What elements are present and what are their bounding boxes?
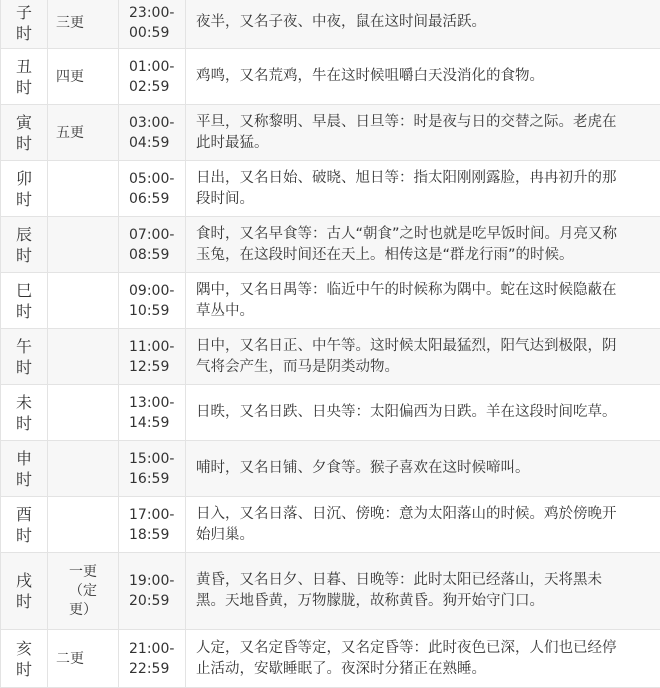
shichen-name-text: 亥 bbox=[9, 638, 39, 659]
geng-cell bbox=[48, 273, 119, 329]
geng-text: 五更 bbox=[56, 123, 118, 143]
time-range-text: 21:00- bbox=[129, 639, 185, 659]
shichen-name-text: 时 bbox=[9, 659, 39, 680]
description-cell bbox=[186, 630, 660, 688]
table-row bbox=[1, 553, 660, 630]
shichen-name-cell bbox=[1, 105, 48, 161]
shichen-name-text: 申 bbox=[9, 448, 39, 469]
time-range-text: 14:59 bbox=[129, 413, 185, 433]
time-range-text: 05:00- bbox=[129, 169, 185, 189]
time-range-text: 10:59 bbox=[129, 301, 185, 321]
description-text: 人定，又名定昏等定，又名定昏等：此时夜色已深，人们也已经停 bbox=[196, 638, 651, 659]
shichen-name-text: 时 bbox=[9, 301, 39, 322]
description-text: 日入，又名日落、日沉、傍晚：意为太阳落山的时候。鸡於傍晚开 bbox=[196, 504, 651, 525]
description-cell bbox=[186, 497, 660, 553]
shichen-name-text: 子 bbox=[9, 2, 39, 23]
shichen-name-text: 巳 bbox=[9, 280, 39, 301]
geng-cell bbox=[48, 553, 119, 630]
geng-cell bbox=[48, 497, 119, 553]
description-text: 哺时，又名日铺、夕食等。猴子喜欢在这时候啼叫。 bbox=[196, 458, 651, 479]
time-range-text: 20:59 bbox=[129, 591, 185, 611]
description-text: 食时，又名早食等：古人“朝食”之时也就是吃早饭时间。月亮又称 bbox=[196, 224, 651, 245]
description-cell bbox=[186, 161, 660, 217]
description-text: 日昳，又名日跌、日央等：太阳偏西为日跌。羊在这段时间吃草。 bbox=[196, 402, 651, 423]
time-range-cell bbox=[119, 329, 186, 385]
description-text: 日出，又名日始、破晓、旭日等：指太阳刚刚露脸，冉冉初升的那 bbox=[196, 168, 651, 189]
geng-text: 二更 bbox=[56, 649, 118, 669]
time-range-cell bbox=[119, 273, 186, 329]
geng-cell bbox=[48, 385, 119, 441]
description-text: 日中，又名日正、中午等。这时候太阳最猛烈，阳气达到极限，阴 bbox=[196, 336, 651, 357]
shichen-name-text: 卯 bbox=[9, 168, 39, 189]
time-range-cell bbox=[119, 217, 186, 273]
geng-cell bbox=[48, 441, 119, 497]
shichen-name-cell bbox=[1, 441, 48, 497]
shichen-name-text: 时 bbox=[9, 189, 39, 210]
time-range-text: 19:00- bbox=[129, 571, 185, 591]
time-range-text: 11:00- bbox=[129, 337, 185, 357]
table-body bbox=[1, 0, 660, 688]
shichen-name-text: 丑 bbox=[9, 56, 39, 77]
table-row bbox=[1, 105, 660, 161]
time-range-cell bbox=[119, 49, 186, 105]
table-row bbox=[1, 0, 660, 49]
time-range-text: 08:59 bbox=[129, 245, 185, 265]
time-range-text: 09:00- bbox=[129, 281, 185, 301]
time-range-text: 04:59 bbox=[129, 133, 185, 153]
table-row bbox=[1, 217, 660, 273]
geng-cell bbox=[48, 329, 119, 385]
description-text: 鸡鸣，又名荒鸡，牛在这时候咀嚼白天没消化的食物。 bbox=[196, 66, 651, 87]
description-cell bbox=[186, 0, 660, 49]
table-row bbox=[1, 273, 660, 329]
shichen-name-cell bbox=[1, 217, 48, 273]
description-text: 夜半，又名子夜、中夜，鼠在这时间最活跃。 bbox=[196, 12, 651, 33]
table-row bbox=[1, 385, 660, 441]
shichen-name-text: 时 bbox=[9, 469, 39, 490]
geng-cell bbox=[48, 0, 119, 49]
time-range-text: 22:59 bbox=[129, 659, 185, 679]
description-text: 黑。天地昏黄，万物朦胧，故称黄昏。狗开始守门口。 bbox=[196, 591, 651, 612]
geng-cell bbox=[48, 217, 119, 273]
shichen-name-text: 辰 bbox=[9, 224, 39, 245]
shichen-name-text: 时 bbox=[9, 413, 39, 434]
shichen-name-cell bbox=[1, 273, 48, 329]
shichen-name-cell bbox=[1, 553, 48, 630]
shichen-name-cell bbox=[1, 329, 48, 385]
time-range-text: 13:00- bbox=[129, 393, 185, 413]
description-text: 隅中，又名日禺等：临近中午的时候称为隅中。蛇在这时候隐蔽在 bbox=[196, 280, 651, 301]
description-text: 气将会产生，而马是阴类动物。 bbox=[196, 357, 651, 378]
shichen-name-cell bbox=[1, 161, 48, 217]
geng-cell bbox=[48, 105, 119, 161]
shichen-name-cell bbox=[1, 385, 48, 441]
description-cell bbox=[186, 329, 660, 385]
time-range-cell bbox=[119, 161, 186, 217]
shichen-name-cell bbox=[1, 497, 48, 553]
table-row bbox=[1, 329, 660, 385]
time-range-text: 02:59 bbox=[129, 77, 185, 97]
table-row bbox=[1, 630, 660, 688]
geng-text: 四更 bbox=[56, 67, 118, 87]
time-range-text: 15:00- bbox=[129, 449, 185, 469]
geng-cell bbox=[48, 630, 119, 688]
description-text: 黄昏，又名日夕、日暮、日晚等：此时太阳已经落山，天将黑未 bbox=[196, 570, 651, 591]
description-cell bbox=[186, 217, 660, 273]
time-range-text: 18:59 bbox=[129, 525, 185, 545]
description-cell bbox=[186, 105, 660, 161]
shichen-name-text: 时 bbox=[9, 245, 39, 266]
description-text: 草丛中。 bbox=[196, 301, 651, 322]
shichen-name-text: 未 bbox=[9, 392, 39, 413]
time-range-cell bbox=[119, 630, 186, 688]
time-range-cell bbox=[119, 441, 186, 497]
description-text: 此时最猛。 bbox=[196, 133, 651, 154]
shichen-name-text: 时 bbox=[9, 23, 39, 44]
time-range-text: 01:00- bbox=[129, 57, 185, 77]
shichen-name-text: 时 bbox=[9, 525, 39, 546]
description-cell bbox=[186, 553, 660, 630]
description-text: 始归巢。 bbox=[196, 525, 651, 546]
time-range-text: 17:00- bbox=[129, 505, 185, 525]
time-range-text: 00:59 bbox=[129, 23, 185, 43]
time-range-cell bbox=[119, 497, 186, 553]
geng-text: 一更 bbox=[48, 563, 118, 582]
geng-cell bbox=[48, 49, 119, 105]
description-cell bbox=[186, 441, 660, 497]
table-row bbox=[1, 497, 660, 553]
shichen-name-cell bbox=[1, 630, 48, 688]
description-text: 段时间。 bbox=[196, 189, 651, 210]
time-range-cell bbox=[119, 385, 186, 441]
description-cell bbox=[186, 49, 660, 105]
table-row bbox=[1, 49, 660, 105]
geng-text: 三更 bbox=[56, 13, 118, 33]
shichen-name-cell bbox=[1, 0, 48, 49]
time-range-text: 07:00- bbox=[129, 225, 185, 245]
shichen-name-text: 酉 bbox=[9, 504, 39, 525]
shichen-name-text: 戌 bbox=[9, 570, 39, 591]
shichen-name-text: 时 bbox=[9, 133, 39, 154]
time-range-text: 12:59 bbox=[129, 357, 185, 377]
shichen-name-text: 时 bbox=[9, 77, 39, 98]
time-range-text: 23:00- bbox=[129, 3, 185, 23]
shichen-name-text: 午 bbox=[9, 336, 39, 357]
shichen-name-text: 时 bbox=[9, 591, 39, 612]
shichen-name-text: 时 bbox=[9, 357, 39, 378]
geng-cell bbox=[48, 161, 119, 217]
table-row bbox=[1, 441, 660, 497]
description-cell bbox=[186, 273, 660, 329]
table-row bbox=[1, 161, 660, 217]
time-range-cell bbox=[119, 553, 186, 630]
shichen-name-text: 寅 bbox=[9, 112, 39, 133]
description-text: 平旦，又称黎明、早晨、日旦等：时是夜与日的交替之际。老虎在 bbox=[196, 112, 651, 133]
geng-text: 更） bbox=[48, 601, 118, 620]
time-range-text: 16:59 bbox=[129, 469, 185, 489]
time-range-text: 06:59 bbox=[129, 189, 185, 209]
time-range-cell bbox=[119, 0, 186, 49]
description-text: 玉兔，在这段时间还在天上。相传这是“群龙行雨”的时候。 bbox=[196, 245, 651, 266]
time-range-text: 03:00- bbox=[129, 113, 185, 133]
description-text: 止活动，安歇睡眠了。夜深时分猪正在熟睡。 bbox=[196, 659, 651, 680]
description-cell bbox=[186, 385, 660, 441]
geng-text: （定 bbox=[48, 582, 118, 601]
time-range-cell bbox=[119, 105, 186, 161]
shichen-name-cell bbox=[1, 49, 48, 105]
